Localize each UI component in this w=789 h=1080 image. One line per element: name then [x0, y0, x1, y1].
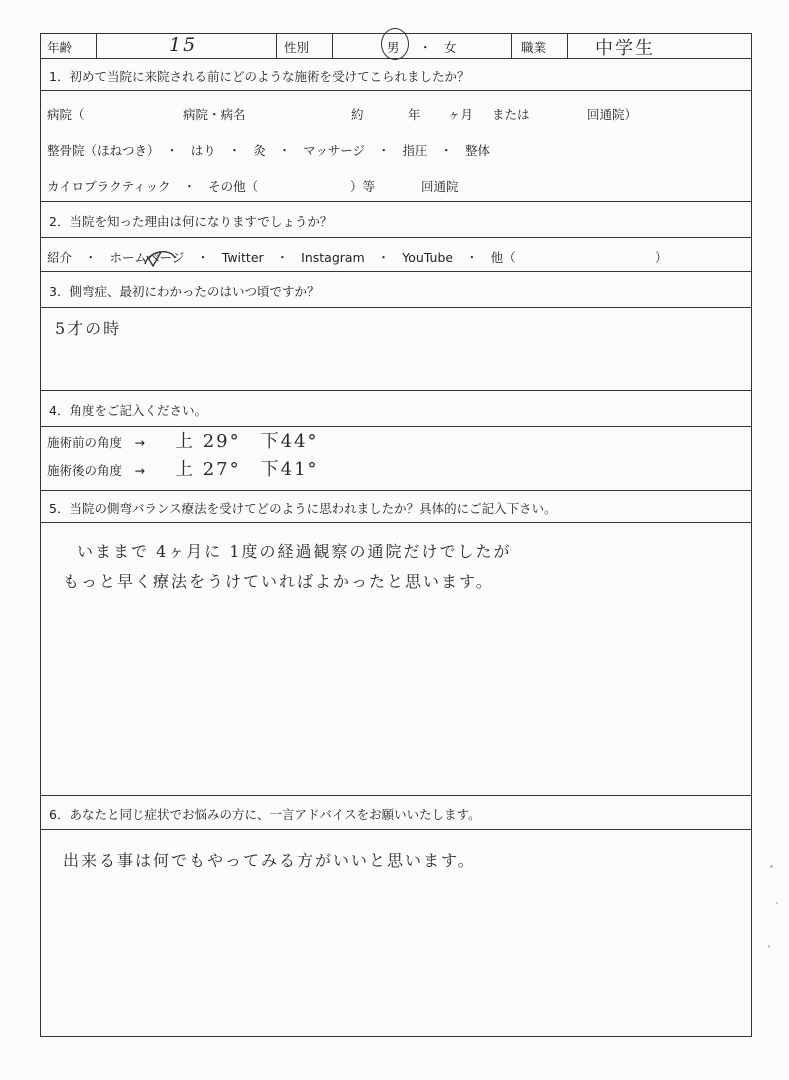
q5-answer-line1: いままで 4ヶ月に 1度の経過観察の通院だけでしたが	[77, 542, 512, 561]
age-label: 年齢	[47, 40, 73, 55]
q1-visits: 回通院）	[587, 107, 638, 122]
divider	[332, 34, 333, 58]
scan-speck	[776, 902, 778, 904]
q3-title: 3．側弯症、最初にわかったのはいつ頃ですか？	[49, 284, 320, 299]
q6-title: 6．あなたと同じ症状でお悩みの方に、一言アドバイスをお願いいたします。	[49, 807, 481, 822]
q2-title-row	[41, 202, 751, 238]
q1-months: ヶ月	[448, 107, 474, 122]
q1-title: 1．初めて当院に来院される前にどのような施術を受けてこられましたか？	[49, 69, 470, 84]
q1-year: 年	[408, 107, 421, 122]
questionnaire-sheet	[40, 33, 752, 1037]
q4-title-row	[41, 391, 751, 427]
q4-before-label: 施術前の角度 →	[47, 435, 145, 450]
q5-title-row	[41, 491, 751, 523]
job-value: 中学生	[595, 38, 655, 59]
q3-answer-box	[41, 308, 751, 391]
scan-speck	[768, 945, 770, 948]
q2-title: 2．当院を知った理由は何になりますでしょうか？	[49, 214, 333, 229]
q5-title: 5．当院の側弯バランス療法を受けてどのように思われましたか？具体的にご記入下さい。	[49, 501, 557, 516]
divider	[567, 34, 568, 58]
q6-answer-box	[41, 830, 751, 1036]
q3-title-row	[41, 272, 751, 308]
q6-answer: 出来る事は何でもやってみる方がいいと思います。	[63, 851, 476, 870]
q1-or: または	[492, 107, 530, 122]
sex-option-male: 男	[387, 40, 400, 55]
q4-before-value: 上 29° 下44°	[175, 431, 319, 452]
q5-answer-box	[41, 523, 751, 796]
q1-line3-c: 回通院	[421, 179, 459, 194]
q1-line3-b: ）等	[350, 179, 376, 194]
q6-title-row	[41, 796, 751, 830]
q2-body	[41, 238, 751, 272]
q1-line3-a: カイロプラクティック ・ その他（	[47, 179, 259, 194]
selection-mark	[141, 246, 181, 274]
scan-speck	[770, 865, 773, 868]
q4-title: 4．角度をご記入ください。	[49, 403, 207, 418]
sex-separator: ・	[419, 40, 432, 55]
q4-after-label: 施術後の角度 →	[47, 463, 145, 478]
divider	[276, 34, 277, 58]
q1-hospital-open: 病院（	[47, 107, 85, 122]
q1-body	[41, 91, 751, 202]
q1-approx: 約	[351, 107, 364, 122]
q4-body	[41, 427, 751, 491]
divider	[96, 34, 97, 58]
q2-close: ）	[655, 250, 668, 265]
q3-answer: 5才の時	[55, 319, 122, 338]
sex-option-female: 女	[444, 40, 457, 55]
job-label: 職業	[521, 40, 547, 55]
q4-after-value: 上 27° 下41°	[175, 459, 319, 480]
divider	[511, 34, 512, 58]
sex-label: 性別	[284, 40, 310, 55]
q1-title-row	[41, 59, 751, 91]
age-value: 15	[169, 34, 198, 56]
q1-hospital-name: 病院・病名	[183, 107, 246, 122]
q2-options: 紹介 ・ ホームページ ・ Twitter ・ Instagram ・ YouTube ・ 他（	[47, 250, 516, 265]
q1-line2: 整骨院（ほねつき） ・ はり ・ 灸 ・ マッサージ ・ 指圧 ・ 整体	[47, 143, 491, 158]
header-row	[41, 34, 751, 59]
q5-answer-line2: もっと早く療法をうけていればよかったと思います。	[63, 572, 494, 591]
